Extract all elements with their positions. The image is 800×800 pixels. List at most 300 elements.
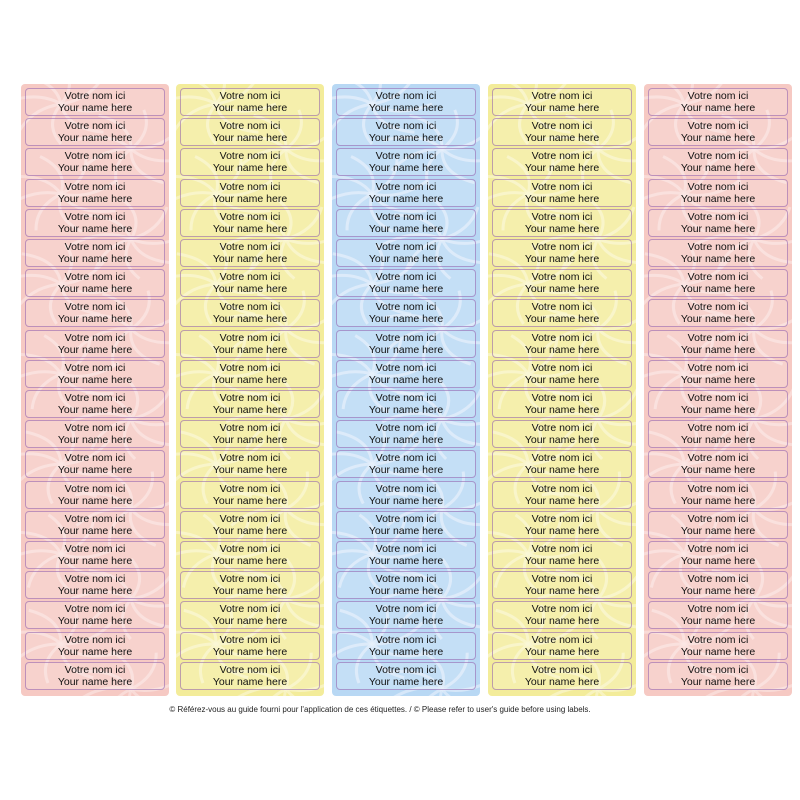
label-line-french: Votre nom ici <box>687 331 749 344</box>
label-line-english: Your name here <box>368 434 444 447</box>
name-label[interactable] <box>648 450 788 478</box>
label-line-english: Your name here <box>368 464 444 477</box>
name-label[interactable] <box>336 179 476 207</box>
label-line-french: Votre nom ici <box>375 452 437 465</box>
name-label[interactable] <box>180 481 320 509</box>
name-label[interactable] <box>180 88 320 116</box>
label-line-french: Votre nom ici <box>531 543 593 555</box>
label-line-french: Votre nom ici <box>64 271 126 284</box>
label-line-french: Votre nom ici <box>64 452 126 465</box>
label-line-english: Your name here <box>524 494 600 507</box>
label-line-english: Your name here <box>212 404 288 416</box>
name-label[interactable] <box>648 148 788 176</box>
name-label[interactable] <box>648 420 788 448</box>
label-line-english: Your name here <box>368 343 444 356</box>
label-line-french: Votre nom ici <box>64 663 126 676</box>
name-label[interactable] <box>180 450 320 478</box>
name-label[interactable] <box>180 571 320 599</box>
label-line-english: Your name here <box>212 373 288 386</box>
label-line-english: Your name here <box>368 585 444 598</box>
name-label[interactable] <box>492 420 632 448</box>
label-line-french: Votre nom ici <box>687 301 749 314</box>
label-line-french: Votre nom ici <box>375 150 437 163</box>
footer-notice: © Référez-vous au guide fourni pour l'application de ces étiquettes. / © Please refer to user's guide before using labels. <box>169 705 591 714</box>
label-line-english: Your name here <box>368 162 444 175</box>
label-line-english: Your name here <box>680 494 756 507</box>
label-line-french: Votre nom ici <box>219 271 281 284</box>
label-line-english: Your name here <box>57 253 133 265</box>
label-line-english: Your name here <box>368 555 444 567</box>
label-stack <box>336 88 476 692</box>
label-line-english: Your name here <box>57 555 133 567</box>
red-column-2 <box>644 84 792 696</box>
label-line-french: Votre nom ici <box>531 422 593 435</box>
label-line-french: Votre nom ici <box>64 120 126 133</box>
label-line-french: Votre nom ici <box>219 301 281 314</box>
name-label[interactable] <box>492 330 632 358</box>
label-stack <box>648 88 788 692</box>
name-label[interactable] <box>180 601 320 629</box>
label-line-french: Votre nom ici <box>687 241 749 253</box>
label-line-english: Your name here <box>368 404 444 416</box>
label-line-english: Your name here <box>212 102 288 114</box>
label-line-french: Votre nom ici <box>64 90 126 102</box>
name-label[interactable] <box>336 118 476 146</box>
label-line-french: Votre nom ici <box>531 512 593 525</box>
label-line-french: Votre nom ici <box>64 512 126 525</box>
label-line-english: Your name here <box>57 373 133 386</box>
label-line-english: Your name here <box>680 675 756 688</box>
label-line-english: Your name here <box>524 132 600 145</box>
name-label[interactable] <box>25 541 165 569</box>
label-line-french: Votre nom ici <box>687 452 749 465</box>
name-label[interactable] <box>492 662 632 690</box>
name-label[interactable] <box>180 420 320 448</box>
name-label[interactable] <box>25 88 165 116</box>
name-label[interactable] <box>180 148 320 176</box>
label-line-english: Your name here <box>680 222 756 235</box>
label-line-french: Votre nom ici <box>687 90 749 102</box>
label-line-english: Your name here <box>524 102 600 114</box>
label-line-english: Your name here <box>368 373 444 386</box>
label-stack <box>492 88 632 692</box>
label-line-french: Votre nom ici <box>375 512 437 525</box>
name-label[interactable] <box>648 269 788 297</box>
name-label[interactable] <box>648 330 788 358</box>
label-line-english: Your name here <box>57 222 133 235</box>
label-line-english: Your name here <box>524 162 600 175</box>
name-label[interactable] <box>492 481 632 509</box>
label-line-english: Your name here <box>57 102 133 114</box>
label-line-french: Votre nom ici <box>64 180 126 193</box>
label-line-english: Your name here <box>212 313 288 326</box>
name-label[interactable] <box>492 239 632 267</box>
label-line-french: Votre nom ici <box>64 603 126 616</box>
name-label[interactable] <box>336 330 476 358</box>
label-line-english: Your name here <box>212 464 288 477</box>
label-line-english: Your name here <box>57 524 133 537</box>
label-line-french: Votre nom ici <box>375 392 437 404</box>
label-line-french: Votre nom ici <box>531 150 593 163</box>
label-line-english: Your name here <box>57 464 133 477</box>
label-line-french: Votre nom ici <box>531 392 593 404</box>
label-line-french: Votre nom ici <box>219 331 281 344</box>
name-label[interactable] <box>336 390 476 418</box>
label-line-french: Votre nom ici <box>375 422 437 435</box>
label-line-english: Your name here <box>57 615 133 628</box>
name-label[interactable] <box>180 390 320 418</box>
label-line-french: Votre nom ici <box>687 210 749 223</box>
name-label[interactable] <box>180 662 320 690</box>
label-line-french: Votre nom ici <box>219 361 281 374</box>
label-line-english: Your name here <box>57 343 133 356</box>
name-label[interactable] <box>492 269 632 297</box>
label-line-english: Your name here <box>680 192 756 205</box>
label-line-english: Your name here <box>57 494 133 507</box>
name-label[interactable] <box>648 601 788 629</box>
label-line-french: Votre nom ici <box>687 543 749 555</box>
yellow-column <box>176 84 324 696</box>
name-label[interactable] <box>25 420 165 448</box>
name-label[interactable] <box>25 330 165 358</box>
label-line-french: Votre nom ici <box>375 633 437 646</box>
label-line-english: Your name here <box>57 283 133 296</box>
label-stack <box>25 88 165 692</box>
label-line-french: Votre nom ici <box>219 543 281 555</box>
label-line-english: Your name here <box>57 404 133 416</box>
label-line-english: Your name here <box>368 615 444 628</box>
label-line-english: Your name here <box>680 283 756 296</box>
name-label[interactable] <box>180 511 320 539</box>
label-line-english: Your name here <box>680 343 756 356</box>
label-line-french: Votre nom ici <box>375 241 437 253</box>
label-line-english: Your name here <box>680 615 756 628</box>
label-line-english: Your name here <box>524 253 600 265</box>
name-label[interactable] <box>336 481 476 509</box>
label-line-french: Votre nom ici <box>219 512 281 525</box>
name-label[interactable] <box>25 481 165 509</box>
label-line-french: Votre nom ici <box>375 90 437 102</box>
label-line-french: Votre nom ici <box>687 603 749 616</box>
name-label[interactable] <box>25 299 165 327</box>
label-line-french: Votre nom ici <box>687 512 749 525</box>
label-line-english: Your name here <box>368 222 444 235</box>
label-line-french: Votre nom ici <box>375 271 437 284</box>
label-line-english: Your name here <box>212 434 288 447</box>
label-line-french: Votre nom ici <box>64 210 126 223</box>
label-line-french: Votre nom ici <box>219 603 281 616</box>
label-line-french: Votre nom ici <box>375 361 437 374</box>
label-line-english: Your name here <box>57 434 133 447</box>
name-label[interactable] <box>336 601 476 629</box>
name-label[interactable] <box>180 269 320 297</box>
label-line-french: Votre nom ici <box>219 180 281 193</box>
name-label[interactable] <box>180 541 320 569</box>
label-line-english: Your name here <box>680 132 756 145</box>
label-line-french: Votre nom ici <box>219 663 281 676</box>
name-label[interactable] <box>25 662 165 690</box>
label-line-english: Your name here <box>368 645 444 658</box>
name-label[interactable] <box>336 148 476 176</box>
name-label[interactable] <box>648 511 788 539</box>
label-line-french: Votre nom ici <box>687 422 749 435</box>
name-label[interactable] <box>25 390 165 418</box>
label-line-french: Votre nom ici <box>687 663 749 676</box>
name-label[interactable] <box>492 571 632 599</box>
label-line-english: Your name here <box>680 555 756 567</box>
label-line-french: Votre nom ici <box>531 241 593 253</box>
label-line-english: Your name here <box>212 585 288 598</box>
name-label[interactable] <box>25 632 165 660</box>
label-line-french: Votre nom ici <box>375 603 437 616</box>
name-label[interactable] <box>336 299 476 327</box>
label-line-english: Your name here <box>57 313 133 326</box>
name-label[interactable] <box>336 541 476 569</box>
label-line-english: Your name here <box>524 192 600 205</box>
name-label[interactable] <box>492 541 632 569</box>
label-line-french: Votre nom ici <box>64 482 126 495</box>
label-line-english: Your name here <box>212 645 288 658</box>
name-label[interactable] <box>648 88 788 116</box>
label-line-english: Your name here <box>212 253 288 265</box>
name-label[interactable] <box>336 450 476 478</box>
label-line-french: Votre nom ici <box>64 331 126 344</box>
label-line-english: Your name here <box>212 192 288 205</box>
label-line-english: Your name here <box>57 192 133 205</box>
name-label[interactable] <box>492 450 632 478</box>
name-label[interactable] <box>492 88 632 116</box>
label-line-english: Your name here <box>680 645 756 658</box>
label-line-english: Your name here <box>212 283 288 296</box>
label-line-french: Votre nom ici <box>375 210 437 223</box>
label-line-english: Your name here <box>368 132 444 145</box>
label-line-english: Your name here <box>524 645 600 658</box>
name-label[interactable] <box>180 209 320 237</box>
label-line-french: Votre nom ici <box>687 392 749 404</box>
label-line-english: Your name here <box>57 675 133 688</box>
label-line-french: Votre nom ici <box>687 120 749 133</box>
label-line-english: Your name here <box>368 283 444 296</box>
label-line-english: Your name here <box>368 494 444 507</box>
label-line-english: Your name here <box>680 585 756 598</box>
label-line-french: Votre nom ici <box>531 301 593 314</box>
label-line-english: Your name here <box>57 645 133 658</box>
name-label[interactable] <box>336 632 476 660</box>
label-line-french: Votre nom ici <box>64 422 126 435</box>
name-label[interactable] <box>336 662 476 690</box>
label-line-english: Your name here <box>57 132 133 145</box>
label-line-french: Votre nom ici <box>219 241 281 253</box>
label-line-english: Your name here <box>524 434 600 447</box>
name-label[interactable] <box>648 662 788 690</box>
name-label[interactable] <box>25 360 165 388</box>
name-label[interactable] <box>25 148 165 176</box>
label-line-english: Your name here <box>680 404 756 416</box>
label-line-french: Votre nom ici <box>531 603 593 616</box>
label-line-french: Votre nom ici <box>687 180 749 193</box>
name-label[interactable] <box>180 179 320 207</box>
name-label[interactable] <box>492 360 632 388</box>
label-line-french: Votre nom ici <box>531 663 593 676</box>
label-line-french: Votre nom ici <box>64 361 126 374</box>
name-label[interactable] <box>648 360 788 388</box>
label-line-english: Your name here <box>212 222 288 235</box>
label-line-english: Your name here <box>368 524 444 537</box>
label-line-french: Votre nom ici <box>64 150 126 163</box>
name-label[interactable] <box>25 571 165 599</box>
label-line-french: Votre nom ici <box>687 271 749 284</box>
label-line-english: Your name here <box>212 343 288 356</box>
label-line-french: Votre nom ici <box>531 482 593 495</box>
name-label[interactable] <box>648 541 788 569</box>
label-line-french: Votre nom ici <box>64 241 126 253</box>
label-line-french: Votre nom ici <box>375 543 437 555</box>
name-label[interactable] <box>180 118 320 146</box>
label-line-english: Your name here <box>524 222 600 235</box>
label-line-french: Votre nom ici <box>375 663 437 676</box>
name-label[interactable] <box>492 209 632 237</box>
name-label[interactable] <box>180 239 320 267</box>
name-label[interactable] <box>25 118 165 146</box>
label-line-french: Votre nom ici <box>687 633 749 646</box>
label-line-english: Your name here <box>368 253 444 265</box>
label-line-english: Your name here <box>524 283 600 296</box>
label-line-french: Votre nom ici <box>219 452 281 465</box>
name-label[interactable] <box>648 632 788 660</box>
name-label[interactable] <box>492 632 632 660</box>
name-label[interactable] <box>25 601 165 629</box>
label-line-french: Votre nom ici <box>531 331 593 344</box>
name-label[interactable] <box>492 118 632 146</box>
label-line-english: Your name here <box>524 373 600 386</box>
name-label[interactable] <box>492 601 632 629</box>
name-label[interactable] <box>648 571 788 599</box>
label-line-english: Your name here <box>680 524 756 537</box>
label-line-english: Your name here <box>212 132 288 145</box>
label-line-english: Your name here <box>212 524 288 537</box>
label-line-english: Your name here <box>212 162 288 175</box>
label-line-french: Votre nom ici <box>375 180 437 193</box>
label-line-english: Your name here <box>680 373 756 386</box>
name-label[interactable] <box>336 511 476 539</box>
name-label[interactable] <box>648 390 788 418</box>
label-line-french: Votre nom ici <box>531 361 593 374</box>
name-label[interactable] <box>336 209 476 237</box>
label-line-french: Votre nom ici <box>531 271 593 284</box>
label-line-english: Your name here <box>368 313 444 326</box>
label-line-french: Votre nom ici <box>687 361 749 374</box>
name-label[interactable] <box>180 360 320 388</box>
label-line-english: Your name here <box>524 464 600 477</box>
name-label[interactable] <box>648 118 788 146</box>
label-line-french: Votre nom ici <box>375 482 437 495</box>
label-line-french: Votre nom ici <box>64 392 126 404</box>
name-label[interactable] <box>25 450 165 478</box>
label-line-french: Votre nom ici <box>375 301 437 314</box>
label-line-english: Your name here <box>368 102 444 114</box>
label-line-english: Your name here <box>524 555 600 567</box>
name-label[interactable] <box>180 299 320 327</box>
name-label[interactable] <box>180 632 320 660</box>
yellow-column-2 <box>488 84 636 696</box>
label-line-english: Your name here <box>680 434 756 447</box>
label-line-french: Votre nom ici <box>64 573 126 586</box>
name-label[interactable] <box>25 269 165 297</box>
name-label[interactable] <box>648 239 788 267</box>
label-line-french: Votre nom ici <box>219 210 281 223</box>
label-line-english: Your name here <box>524 313 600 326</box>
label-line-french: Votre nom ici <box>687 482 749 495</box>
label-line-french: Votre nom ici <box>219 120 281 133</box>
label-line-french: Votre nom ici <box>219 392 281 404</box>
label-line-french: Votre nom ici <box>219 482 281 495</box>
label-line-french: Votre nom ici <box>531 180 593 193</box>
name-label[interactable] <box>336 360 476 388</box>
label-line-english: Your name here <box>212 675 288 688</box>
name-label[interactable] <box>648 209 788 237</box>
label-line-french: Votre nom ici <box>531 210 593 223</box>
name-label[interactable] <box>25 511 165 539</box>
name-label[interactable] <box>25 239 165 267</box>
name-label[interactable] <box>25 179 165 207</box>
name-label[interactable] <box>492 390 632 418</box>
label-line-english: Your name here <box>212 555 288 567</box>
label-line-french: Votre nom ici <box>219 573 281 586</box>
label-line-french: Votre nom ici <box>64 633 126 646</box>
name-label[interactable] <box>492 148 632 176</box>
name-label[interactable] <box>25 209 165 237</box>
name-label[interactable] <box>648 299 788 327</box>
name-label[interactable] <box>336 420 476 448</box>
name-label[interactable] <box>648 179 788 207</box>
label-line-french: Votre nom ici <box>531 633 593 646</box>
name-label[interactable] <box>492 299 632 327</box>
label-line-english: Your name here <box>680 253 756 265</box>
label-line-french: Votre nom ici <box>531 452 593 465</box>
name-label[interactable] <box>648 481 788 509</box>
label-line-english: Your name here <box>368 192 444 205</box>
label-line-french: Votre nom ici <box>219 422 281 435</box>
label-line-english: Your name here <box>680 102 756 114</box>
label-line-english: Your name here <box>368 675 444 688</box>
label-line-french: Votre nom ici <box>375 120 437 133</box>
label-line-french: Votre nom ici <box>375 331 437 344</box>
name-label[interactable] <box>336 571 476 599</box>
label-line-english: Your name here <box>680 313 756 326</box>
label-line-english: Your name here <box>57 162 133 175</box>
label-line-english: Your name here <box>212 615 288 628</box>
label-line-english: Your name here <box>524 404 600 416</box>
label-line-french: Votre nom ici <box>64 543 126 555</box>
label-line-english: Your name here <box>524 524 600 537</box>
label-line-english: Your name here <box>57 585 133 598</box>
label-line-english: Your name here <box>524 615 600 628</box>
name-label[interactable] <box>492 511 632 539</box>
name-label[interactable] <box>336 88 476 116</box>
label-line-french: Votre nom ici <box>375 573 437 586</box>
label-line-english: Your name here <box>524 343 600 356</box>
label-line-french: Votre nom ici <box>687 150 749 163</box>
label-line-french: Votre nom ici <box>687 573 749 586</box>
name-label[interactable] <box>336 239 476 267</box>
blue-column <box>332 84 480 696</box>
label-line-french: Votre nom ici <box>531 573 593 586</box>
label-line-english: Your name here <box>680 162 756 175</box>
name-label[interactable] <box>180 330 320 358</box>
label-line-french: Votre nom ici <box>531 120 593 133</box>
name-label[interactable] <box>492 179 632 207</box>
name-label[interactable] <box>336 269 476 297</box>
